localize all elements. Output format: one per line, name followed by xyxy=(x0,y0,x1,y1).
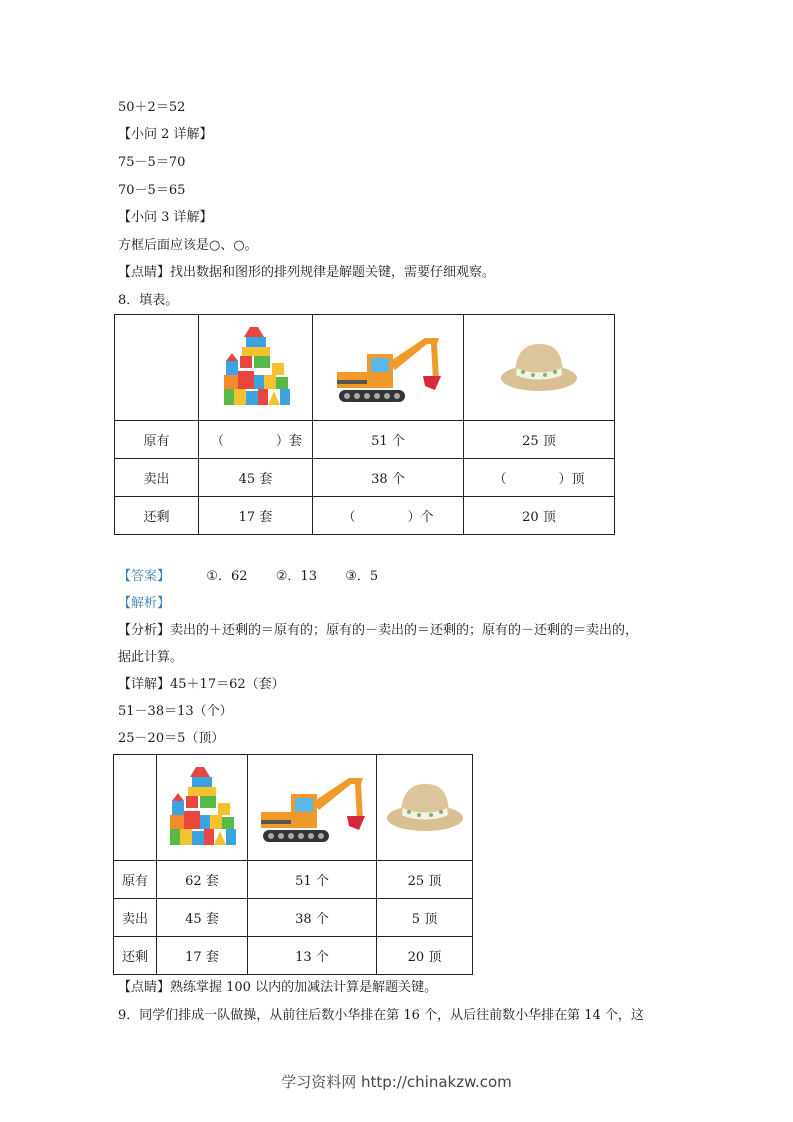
excavator-icon xyxy=(333,332,443,404)
question-8-title: 8．填表。 xyxy=(118,293,179,308)
fill-table xyxy=(114,314,615,535)
table-corner-cell xyxy=(115,315,199,421)
subquestion-2-heading: 【小问 2 详解】 xyxy=(118,127,213,142)
analysis-tag: 【解析】 xyxy=(118,596,171,611)
table-cell: 38 个 xyxy=(248,899,377,937)
answer-tag: 【答案】 xyxy=(118,569,171,584)
table-cell: 20 顶 xyxy=(464,497,615,535)
table-cell: 17 套 xyxy=(157,937,248,975)
tips-paragraph-2: 【点睛】熟练掌握 100 以内的加减法计算是解题关键。 xyxy=(118,980,438,995)
table-cell: 5 顶 xyxy=(377,899,473,937)
subquestion-3-answer: 方框后面应该是○、○。 xyxy=(118,238,258,253)
answer-3: ③．5 xyxy=(345,569,379,584)
footer-watermark: 学习资料网 http://chinakzw.com xyxy=(281,1073,512,1091)
table-cell: 62 套 xyxy=(157,861,248,899)
line-calc-1: 50＋2＝52 xyxy=(118,100,186,115)
table-cell: 25 顶 xyxy=(377,861,473,899)
table-row xyxy=(114,937,473,975)
excavator-icon xyxy=(257,772,367,844)
table-cell: 45 套 xyxy=(199,459,313,497)
table-row xyxy=(114,861,473,899)
answer-2: ②．13 xyxy=(275,569,317,584)
table-row xyxy=(115,497,615,535)
answer-line xyxy=(118,565,378,584)
blank-cell: （ ）个 xyxy=(313,497,464,535)
table-row xyxy=(115,421,615,459)
table-header-excavator xyxy=(248,755,377,861)
tips-paragraph-1: 【点睛】找出数据和图形的排列规律是解题关键，需要仔细观察。 xyxy=(118,265,496,280)
question-9-text: 9．同学们排成一队做操，从前往后数小华排在第 16 个，从后往前数小华排在第 14 个，这 xyxy=(118,1008,644,1023)
table-row xyxy=(115,459,615,497)
answer-1: ①．62 xyxy=(206,569,248,584)
table-cell: 20 顶 xyxy=(377,937,473,975)
row-label: 卖出 xyxy=(115,459,199,497)
table-cell: 13 个 xyxy=(248,937,377,975)
table-cell: 17 套 xyxy=(199,497,313,535)
table-cell: 25 顶 xyxy=(464,421,615,459)
detail-calc-1: 【详解】45＋17＝62（套） xyxy=(118,677,285,692)
building-blocks-icon xyxy=(220,325,292,411)
table-cell: 45 套 xyxy=(157,899,248,937)
table-cell: 51 个 xyxy=(248,861,377,899)
detail-calc-2: 51－38＝13（个） xyxy=(118,704,233,719)
line-calc-3: 70－5＝65 xyxy=(118,183,186,198)
table-header-blocks xyxy=(199,315,313,421)
blank-cell: （ ）套 xyxy=(199,421,313,459)
subquestion-3-heading: 【小问 3 详解】 xyxy=(118,210,213,225)
blank-cell: （ ）顶 xyxy=(464,459,615,497)
table-header-hat xyxy=(377,755,473,861)
table-header-excavator xyxy=(313,315,464,421)
table-corner-cell xyxy=(114,755,157,861)
row-label: 原有 xyxy=(114,861,157,899)
detail-calc-3: 25－20＝5（顶） xyxy=(118,731,225,746)
line-calc-2: 75－5＝70 xyxy=(118,155,186,170)
analysis-paragraph-2: 据此计算。 xyxy=(118,650,184,665)
row-label: 还剩 xyxy=(115,497,199,535)
row-label: 原有 xyxy=(115,421,199,459)
answer-table xyxy=(113,754,473,975)
building-blocks-icon xyxy=(166,765,238,851)
table-cell: 38 个 xyxy=(313,459,464,497)
table-header-blocks xyxy=(157,755,248,861)
table-row xyxy=(114,899,473,937)
row-label: 还剩 xyxy=(114,937,157,975)
analysis-paragraph-1: 【分析】卖出的＋还剩的＝原有的；原有的－卖出的＝还剩的；原有的－还剩的＝卖出的， xyxy=(118,623,639,638)
row-label: 卖出 xyxy=(114,899,157,937)
table-header-hat xyxy=(464,315,615,421)
straw-hat-icon xyxy=(499,338,579,398)
table-cell: 51 个 xyxy=(313,421,464,459)
straw-hat-icon xyxy=(385,778,465,838)
